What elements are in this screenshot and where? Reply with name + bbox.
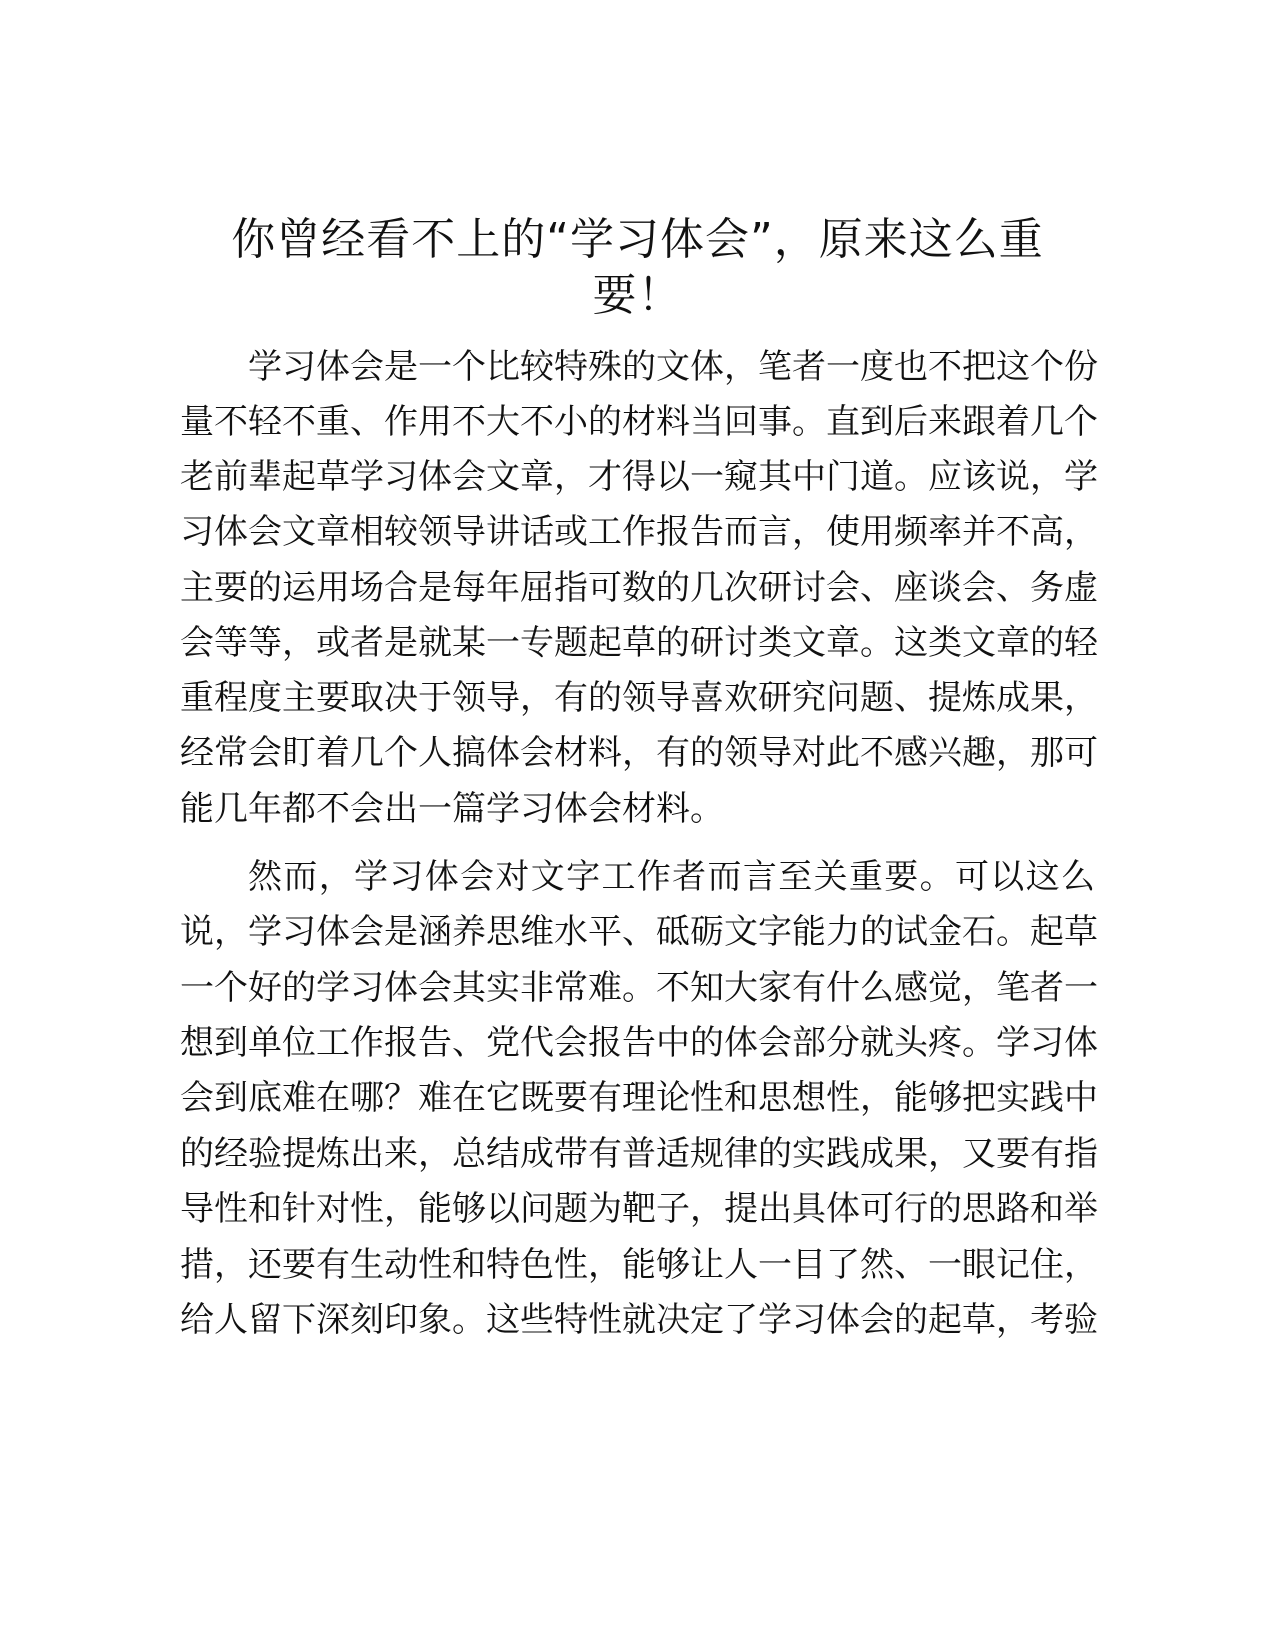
paragraph-1-line: 能几年都不会出一篇学习体会材料。 bbox=[180, 789, 724, 829]
paragraph-1-line: 重程度主要取决于领导，有的领导喜欢研究问题、提炼成果， bbox=[180, 678, 1098, 718]
paragraph-2-line: 的经验提炼出来，总结成带有普适规律的实践成果，又要有指 bbox=[180, 1134, 1098, 1174]
paragraph-2-line: 给人留下深刻印象。这些特性就决定了学习体会的起草，考验 bbox=[180, 1300, 1098, 1340]
paragraph-2-line: 一个好的学习体会其实非常难。不知大家有什么感觉，笔者一 bbox=[180, 968, 1098, 1008]
paragraph-2-line: 导性和针对性，能够以问题为靶子，提出具体可行的思路和举 bbox=[180, 1189, 1098, 1229]
paragraph-1-line: 学习体会是一个比较特殊的文体，笔者一度也不把这个份 bbox=[248, 347, 1098, 387]
paragraph-1-line: 习体会文章相较领导讲话或工作报告而言，使用频率并不高， bbox=[180, 512, 1098, 552]
paragraph-1-line: 量不轻不重、作用不大不小的材料当回事。直到后来跟着几个 bbox=[180, 402, 1098, 442]
paragraph-1-line: 主要的运用场合是每年屈指可数的几次研讨会、座谈会、务虚 bbox=[180, 568, 1098, 608]
paragraph-2-line: 说，学习体会是涵养思维水平、砥砺文字能力的试金石。起草 bbox=[180, 912, 1098, 952]
paragraph-2-line: 想到单位工作报告、党代会报告中的体会部分就头疼。学习体 bbox=[180, 1023, 1098, 1063]
paragraph-2-line: 会到底难在哪？难在它既要有理论性和思想性，能够把实践中 bbox=[180, 1078, 1098, 1118]
document-title bbox=[180, 212, 1095, 324]
paragraph-1-line: 经常会盯着几个人搞体会材料，有的领导对此不感兴趣，那可 bbox=[180, 733, 1098, 773]
paragraph-1-line: 老前辈起草学习体会文章，才得以一窥其中门道。应该说，学 bbox=[180, 457, 1098, 497]
title-line: 你曾经看不上的“学习体会”，原来这么重 bbox=[231, 214, 1044, 265]
paragraph-2-line: 然而，学习体会对文字工作者而言至关重要。可以这么 bbox=[248, 857, 1095, 897]
paragraph-2-line: 措，还要有生动性和特色性，能够让人一目了然、一眼记住， bbox=[180, 1245, 1098, 1285]
paragraph-1-line: 会等等，或者是就某一专题起草的研讨类文章。这类文章的轻 bbox=[180, 623, 1098, 663]
title-line: 要！ bbox=[592, 270, 683, 321]
